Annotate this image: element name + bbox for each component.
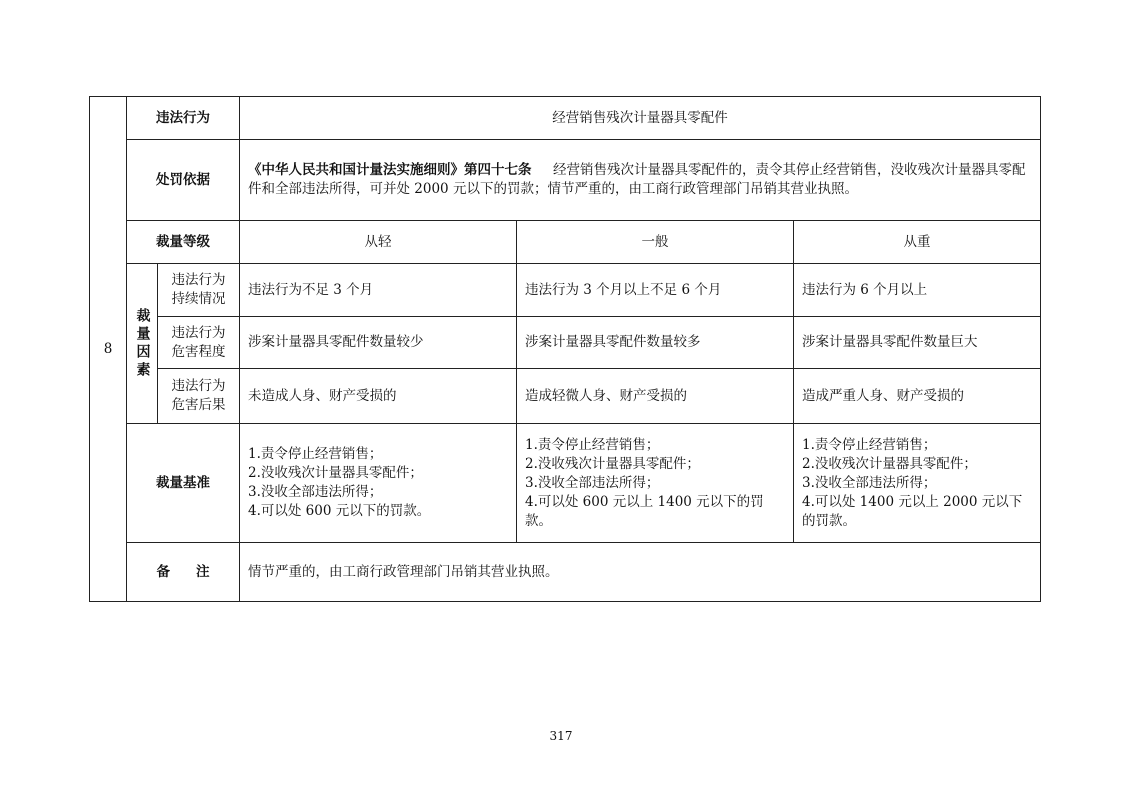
level-light: 从轻 — [240, 221, 517, 264]
level-normal: 一般 — [517, 221, 794, 264]
standard-light: 1.责令停止经营销售； 2.没收残次计量器具零配件； 3.没收全部违法所得； 4.可以处 600 元以下的罚款。 — [240, 424, 517, 543]
violation-label: 违法行为 — [127, 97, 240, 140]
factor-label-duration: 违法行为 持续情况 — [158, 264, 240, 317]
discretion-table — [89, 96, 1041, 602]
level-heavy: 从重 — [794, 221, 1041, 264]
remarks-row — [90, 543, 1041, 602]
factor-consequence-heavy: 造成严重人身、财产受损的 — [794, 369, 1041, 424]
factor-label-severity: 违法行为 危害程度 — [158, 317, 240, 369]
levels-row — [90, 221, 1041, 264]
factor-row-severity — [90, 317, 1041, 369]
factor-severity-light: 涉案计量器具零配件数量较少 — [240, 317, 517, 369]
factor-duration-normal: 违法行为 3 个月以上不足 6 个月 — [517, 264, 794, 317]
factor-row-consequence — [90, 369, 1041, 424]
levels-label: 裁量等级 — [127, 221, 240, 264]
violation-value: 经营销售残次计量器具零配件 — [240, 97, 1041, 140]
basis-label: 处罚依据 — [127, 140, 240, 221]
standard-label: 裁量基准 — [127, 424, 240, 543]
basis-text: 经营销售残次计量器具零配件的，责令其停止经营销售，没收残次计量器具零配件和全部违法所得，可并处 2000 元以下的罚款；情节严重的，由工商行政管理部门吊销其营业执照。 — [248, 162, 1026, 197]
factor-consequence-light: 未造成人身、财产受损的 — [240, 369, 517, 424]
factor-row-duration — [90, 264, 1041, 317]
factor-severity-heavy: 涉案计量器具零配件数量巨大 — [794, 317, 1041, 369]
basis-content — [240, 140, 1041, 221]
basis-law-title: 《中华人民共和国计量法实施细则》第四十七条 — [248, 162, 532, 178]
standard-row — [90, 424, 1041, 543]
factors-group-label: 裁量因素 — [127, 264, 158, 424]
factor-severity-normal: 涉案计量器具零配件数量较多 — [517, 317, 794, 369]
item-number: 8 — [90, 97, 127, 602]
factor-duration-light: 违法行为不足 3 个月 — [240, 264, 517, 317]
factor-duration-heavy: 违法行为 6 个月以上 — [794, 264, 1041, 317]
factor-label-consequence: 违法行为 危害后果 — [158, 369, 240, 424]
basis-row — [90, 140, 1041, 221]
standard-heavy: 1.责令停止经营销售； 2.没收残次计量器具零配件； 3.没收全部违法所得； 4.可以处 1400 元以上 2000 元以下的罚款。 — [794, 424, 1041, 543]
violation-row — [90, 97, 1041, 140]
factor-consequence-normal: 造成轻微人身、财产受损的 — [517, 369, 794, 424]
page-number: 317 — [549, 729, 573, 743]
standard-normal: 1.责令停止经营销售； 2.没收残次计量器具零配件； 3.没收全部违法所得； 4.可以处 600 元以上 1400 元以下的罚款。 — [517, 424, 794, 543]
remarks-value: 情节严重的，由工商行政管理部门吊销其营业执照。 — [240, 543, 1041, 602]
remarks-label: 备注 — [127, 543, 240, 602]
